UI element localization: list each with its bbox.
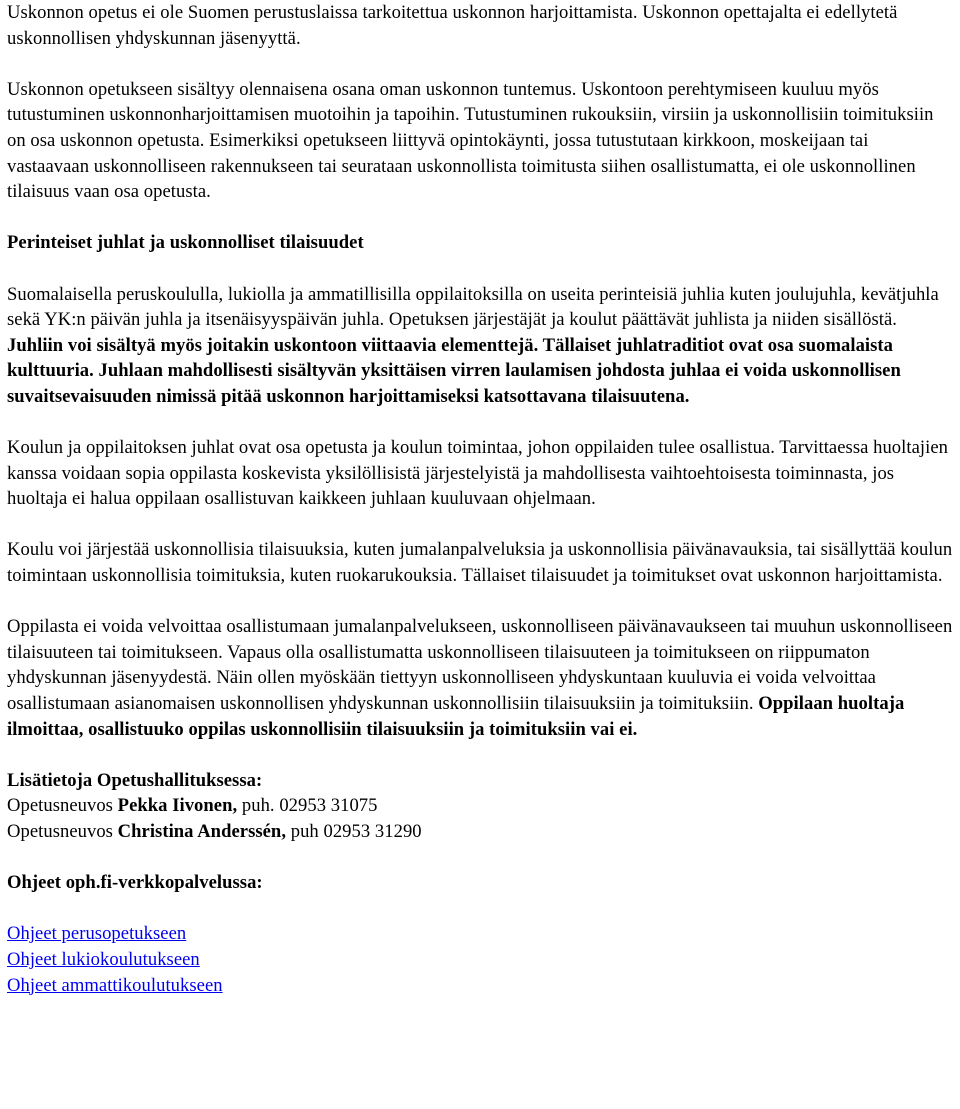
section-paragraph-2: Koulun ja oppilaitoksen juhlat ovat osa opetusta ja koulun toimintaa, johon oppilaiden tulee osallistua. Tarvittaessa huoltajien kanssa voidaan sopia oppilasta koskevista yksilöllisistä järjestelyistä ja mahdollisesta vaihtoehtoisesta toiminnasta, jos huoltaja ei halua oppilaan osallistuvan kaikkeen juhlaan kuuluvaan ohjelmaan. xyxy=(7,437,948,510)
spacer xyxy=(7,845,955,871)
contact-line xyxy=(7,793,955,819)
paragraph-text: Oppilasta ei voida velvoittaa osallistumaan jumalanpalvelukseen, uskonnolliseen päivänavaukseen tai muuhun uskonnolliseen tilaisuuteen tai toimitukseen. Vapaus olla osallistumatta uskonnolliseen tilaisuuteen ja toimitukseen on riippumaton yhdyskunnan jäsenyydestä. Näin ollen myöskään tiettyyn uskonnolliseen yhdyskuntaan kuuluvia ei voida velvoittaa osallistumaan asianomaisen uskonnollisen yhdyskunnan uskonnollisiin tilaisuuksiin ja toimituksiin. xyxy=(7,616,953,715)
contact-title: Opetusneuvos xyxy=(7,821,118,842)
section-paragraph-4 xyxy=(7,614,955,742)
contact-phone: puh 02953 31290 xyxy=(286,821,422,842)
section-heading: Perinteiset juhlat ja uskonnolliset tilaisuudet xyxy=(7,232,364,254)
spacer xyxy=(7,256,955,282)
contacts-heading: Lisätietoja Opetushallituksessa: xyxy=(7,769,263,791)
document xyxy=(7,0,955,998)
contact-title: Opetusneuvos xyxy=(7,795,118,817)
intro-paragraph-1: Uskonnon opetus ei ole Suomen perustuslaissa tarkoitettua uskonnon harjoittamista. Uskonnon opettajalta ei edellytetä uskonnollisen yhdyskunnan jäsenyyttä. xyxy=(7,2,898,49)
spacer xyxy=(7,589,955,615)
spacer xyxy=(7,512,955,538)
section-paragraph-1 xyxy=(7,282,955,410)
contact-line xyxy=(7,819,955,845)
section-paragraph-3: Koulu voi järjestää uskonnollisia tilaisuuksia, kuten jumalanpalveluksia ja uskonnollisia päivänavauksia, tai sisällyttää koulun toimintaan uskonnollisia toimituksia, kuten ruokarukouksia. Tällaiset tilaisuudet ja toimitukset ovat uskonnon harjoittamista. xyxy=(7,539,953,587)
spacer xyxy=(7,742,955,768)
link-upper-secondary[interactable]: Ohjeet lukiokoulutukseen xyxy=(7,948,200,970)
intro-paragraph-2: Uskonnon opetukseen sisältyy olennaisena osana oman uskonnon tuntemus. Uskontoon perehtymiseen kuuluu myös tutustuminen uskonnonharjoittamisen muotoihin ja tapoihin. Tutustuminen rukouksiin, virsiin ja uskonnollisiin toimituksiin on osa uskonnon opetusta. Esimerkiksi opetukseen liittyvä opintokäynti, jossa tutustutaan kirkkoon, moskeijaan tai vastaavaan uskonnolliseen rakennukseen tai seurataan uskonnollista toimitusta siihen osallistumatta, ei ole uskonnollinen tilaisuus vaan osa opetusta. xyxy=(7,78,934,203)
contact-phone: puh. 02953 31075 xyxy=(237,795,378,817)
link-basic-education[interactable]: Ohjeet perusopetukseen xyxy=(7,923,187,945)
spacer xyxy=(7,205,955,231)
spacer xyxy=(7,51,955,77)
contact-name: Christina Anderssén, xyxy=(117,821,287,842)
paragraph-text: Suomalaisella peruskoululla, lukiolla ja ammatillisilla oppilaitoksilla on useita perinteisiä juhlia kuten joulujuhla, kevätjuhla sekä YK:n päivän juhla ja itsenäisyyspäivän juhla. Opetuksen järjestäjät ja koulut päättävät juhlista ja niiden sisällöstä. xyxy=(7,283,939,331)
contact-name: Pekka Iivonen, xyxy=(117,795,238,817)
spacer xyxy=(7,410,955,436)
emphasized-text: Juhliin voi sisältyä myös joitakin uskontoon viittaavia elementtejä. Tällaiset juhlatraditiot ovat osa suomalaista kulttuuria. Juhlaan mahdollisesti sisältyvän yksittäisen virren laulamisen johdosta juhlaa ei voida uskonnollisen suvaitsevaisuuden nimissä pitää uskonnon harjoittamiseksi katsottavana tilaisuutena. xyxy=(7,334,901,407)
spacer xyxy=(7,896,955,922)
link-vocational-education[interactable]: Ohjeet ammattikoulutukseen xyxy=(7,974,223,996)
links-heading: Ohjeet oph.fi-verkkopalvelussa: xyxy=(7,872,263,894)
emphasized-text: Oppilaan huoltaja ilmoittaa, osallistuuko oppilas uskonnollisiin tilaisuuksiin ja toimituksiin vai ei. xyxy=(7,693,905,740)
